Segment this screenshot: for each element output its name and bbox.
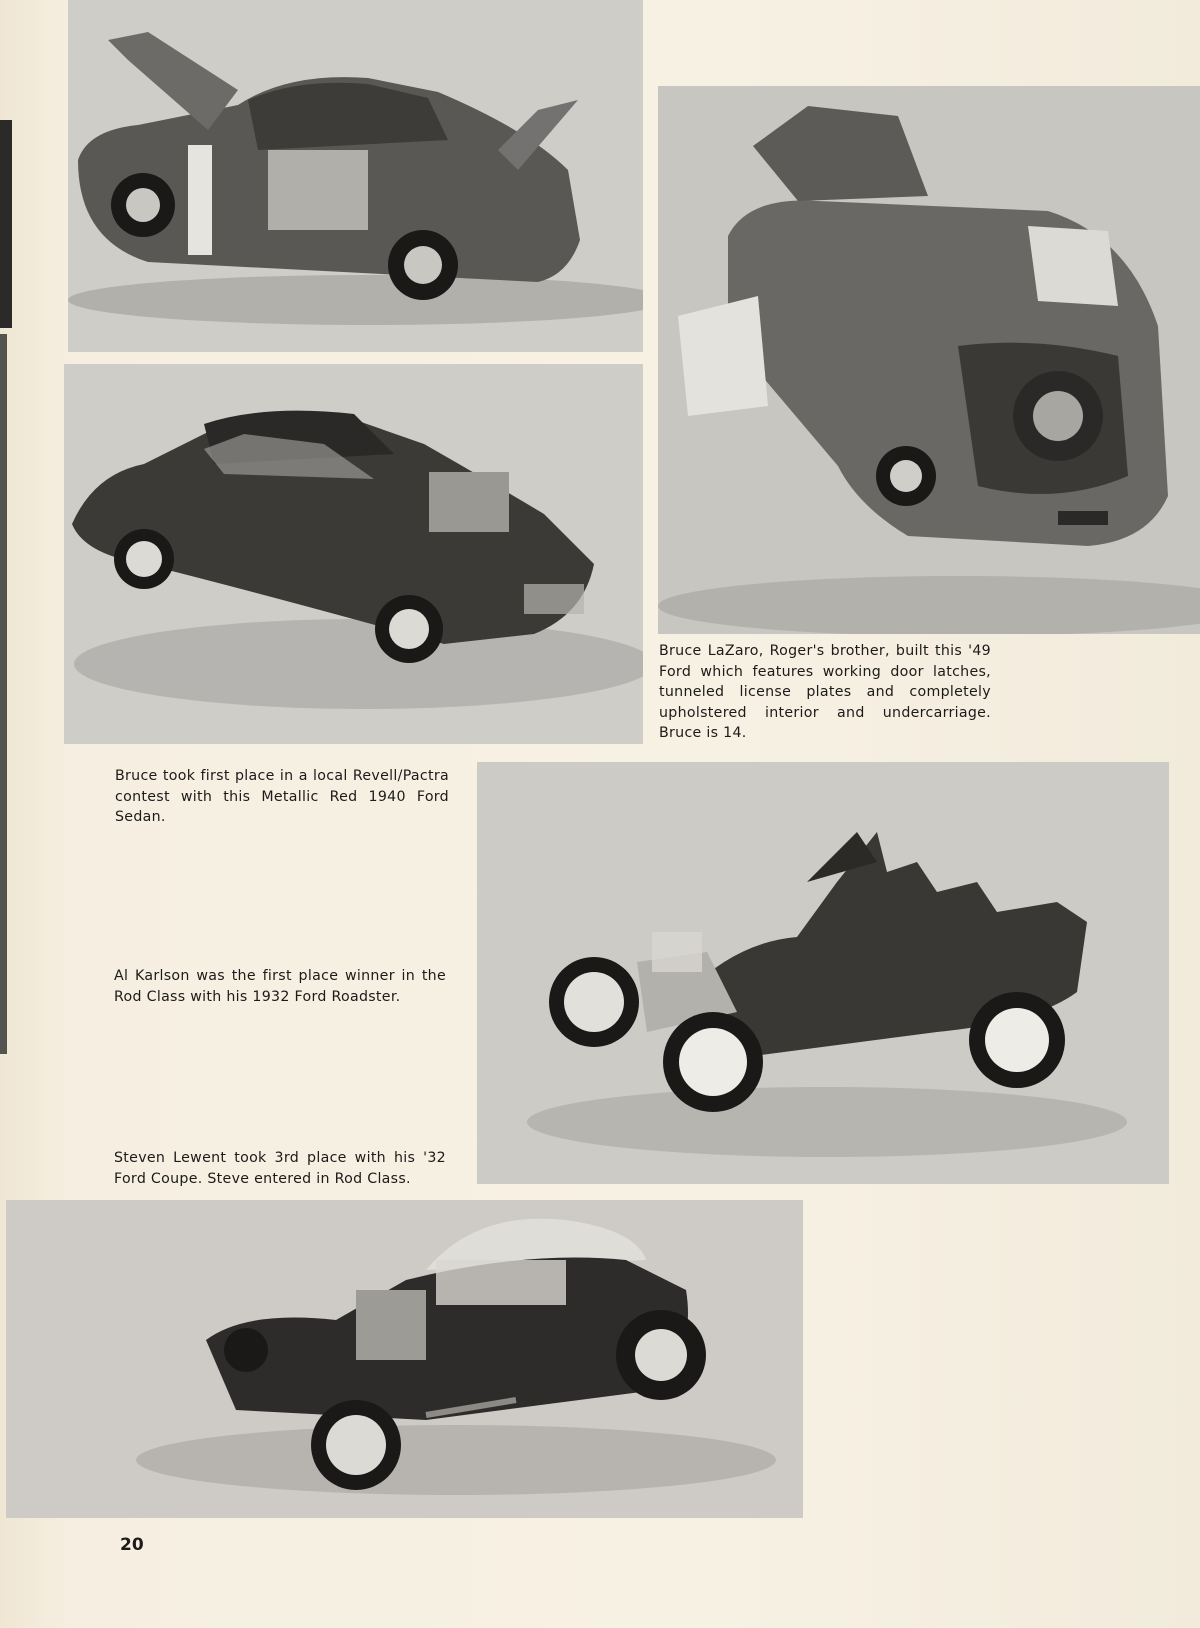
photo-40-ford-sedan — [64, 364, 643, 744]
caption-32-ford-roadster: Al Karlson was the first place winner in the Rod Class with his 1932 Ford Roadster. — [114, 968, 446, 1005]
photo-32-ford-coupe — [6, 1200, 803, 1518]
page-number: 20 — [120, 1535, 144, 1555]
caption-32-ford-coupe: Steven Lewent took 3rd place with his '32 Ford Coupe. Steve entered in Rod Class. — [114, 1150, 446, 1187]
photo-49-ford-rear — [658, 86, 1200, 634]
photo-32-ford-roadster — [477, 762, 1169, 1184]
page-edge-strip — [0, 120, 12, 328]
caption-40-ford-sedan: Bruce took first place in a local Revell/Pactra contest with this Metallic Red 1940 Ford Sedan. — [115, 768, 449, 826]
photo-49-ford-side — [68, 0, 643, 352]
caption-49-ford: Bruce LaZaro, Roger's brother, built this '49 Ford which features working door latches, tunneled license plates and completely upholstered interior and undercarriage. Bruce is 14. — [659, 643, 991, 742]
page-edge-strip — [0, 334, 7, 1054]
